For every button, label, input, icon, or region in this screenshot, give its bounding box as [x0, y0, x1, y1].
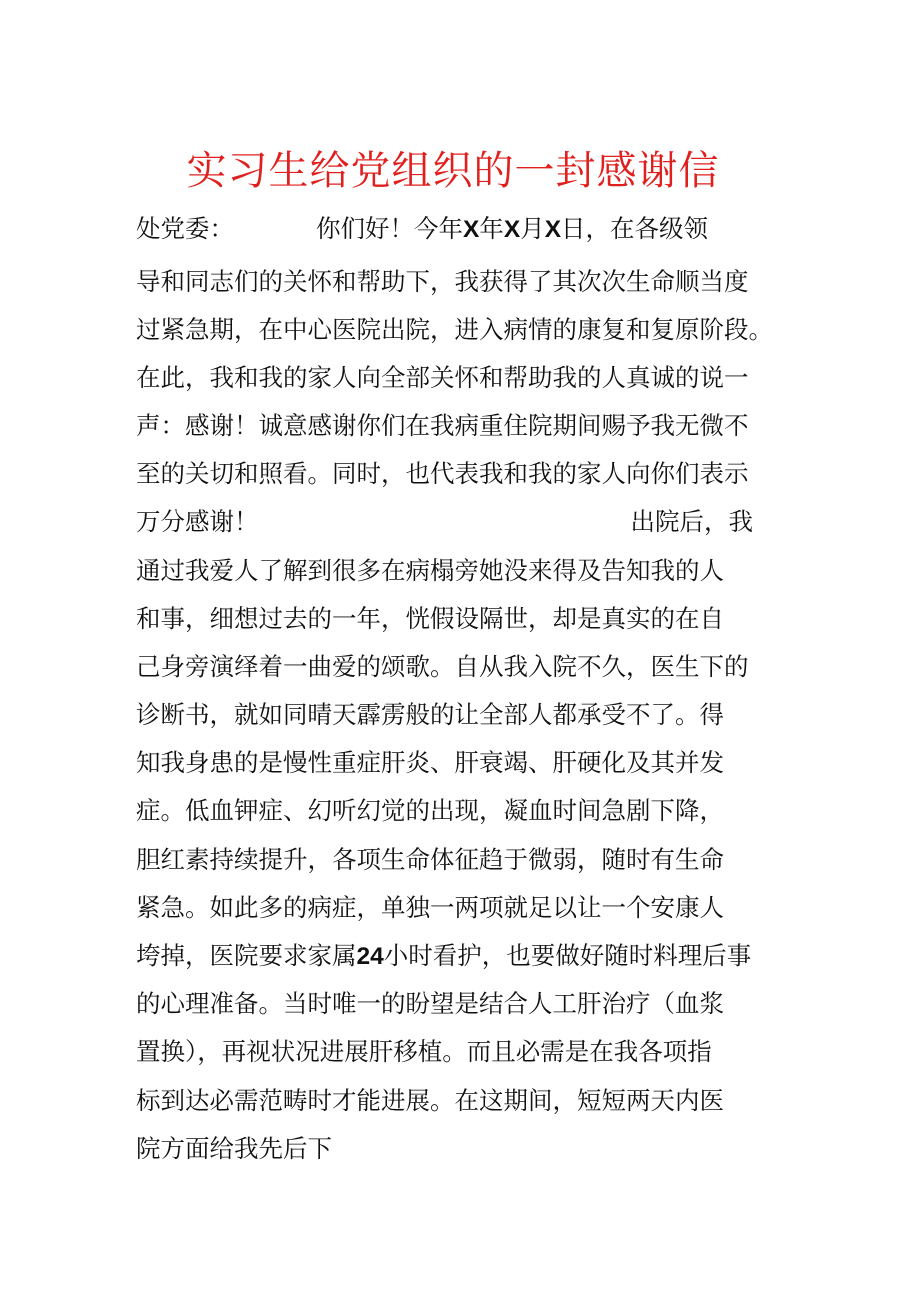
letter-title: 实习生给党组织的一封感谢信: [186, 148, 720, 194]
hours-number: 24: [356, 943, 384, 970]
text-line-10: 己身旁演绎着一曲爱的颂歌。自从我入院不久，医生下的: [136, 652, 749, 681]
text-line-16: 垮掉，医院要求家属24小时看护，也要做好随时料理后事: [136, 941, 752, 970]
text-line-13: 症。低血钾症、幻听幻觉的出现，凝血时间急剧下降，: [136, 796, 724, 825]
text-line-20: 院方面给我先后下: [136, 1134, 332, 1163]
text-line-11: 诊断书，就如同晴天霹雳般的让全部人都承受不了。得: [136, 700, 724, 729]
text-line-17: 的心理准备。当时唯一的盼望是结合人工肝治疗（血浆: [136, 989, 724, 1018]
salutation: 处党委：: [136, 214, 234, 243]
greeting: 你们好！今年: [316, 214, 463, 243]
text-line-5: 声：感谢！诚意感谢你们在我病重住院期间赐予我无微不: [136, 411, 749, 440]
after-discharge-phrase: 出院后，我: [630, 507, 753, 536]
text-line-7: [136, 505, 796, 539]
text-line-4: 在此，我和我的家人向全部关怀和帮助我的人真诚的说一: [136, 363, 749, 392]
date-day-placeholder: X: [544, 216, 562, 243]
text-line-6: 至的关切和照看。同时，也代表我和我的家人向你们表示: [136, 459, 749, 488]
text-line-3: 过紧急期，在中心医院出院，进入病情的康复和复原阶段。: [136, 315, 773, 344]
date-month-placeholder: X: [503, 216, 521, 243]
text-line-2: 导和同志们的关怀和帮助下，我获得了其次次生命顺当度: [136, 267, 749, 296]
text-line-1: 处党委： 你们好！今年X年X月X日，在各级领: [136, 214, 709, 243]
text-line-12: 知我身患的是慢性重症肝炎、肝衰竭、肝硬化及其并发: [136, 748, 724, 777]
thanks-phrase: 万分感谢！: [136, 507, 259, 536]
text-line-8: 通过我爱人了解到很多在病榻旁她没来得及告知我的人: [136, 556, 724, 585]
text-line-15: 紧急。如此多的病症，单独一两项就足以让一个安康人: [136, 893, 724, 922]
text-line-9: 和事，细想过去的一年，恍假设隔世，却是真实的在自: [136, 604, 724, 633]
text-line-18: 置换），再视状况进展肝移植。而且必需是在我各项指: [136, 1037, 712, 1066]
text-line-19: 标到达必需范畴时才能进展。在这期间，短短两天内医: [136, 1086, 724, 1115]
date-year-placeholder: X: [463, 216, 480, 243]
text-line-14: 胆红素持续提升，各项生命体征趋于微弱，随时有生命: [136, 845, 724, 874]
